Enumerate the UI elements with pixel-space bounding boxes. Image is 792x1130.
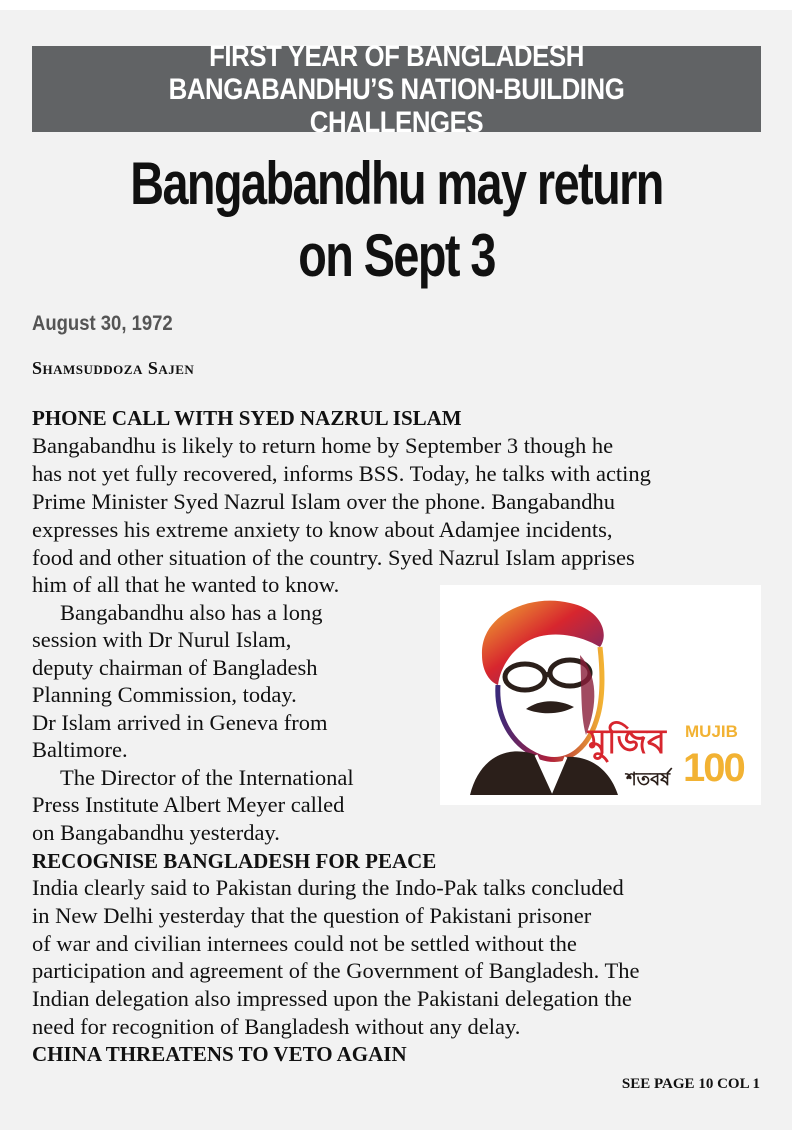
subheading-china: CHINA THREATENS TO VETO AGAIN [32, 1042, 407, 1066]
section-banner [32, 39, 761, 139]
dateline: August 30, 1972 [32, 312, 173, 335]
body-line: Planning Commission, today. [32, 682, 297, 707]
byline: Shamsuddoza Sajen [32, 358, 195, 378]
portrait-illustration [440, 585, 761, 805]
banner-line-2: BANGABANDHU’S NATION-BUILDING CHALLENGES [168, 72, 625, 139]
headline-line-2: on Sept 3 [298, 222, 495, 289]
body-line: Dr Islam arrived in Geneva from [32, 710, 328, 735]
body-line: Bangabandhu also has a long [60, 600, 323, 625]
body-line: Indian delegation also impressed upon the Pakistani delegation the [32, 986, 632, 1011]
body-line: Baltimore. [32, 737, 128, 762]
see-page-reference: SEE PAGE 10 COL 1 [621, 1076, 760, 1092]
logo-mujib-text: MUJIB [685, 722, 738, 741]
body-line: of war and civilian internees could not be settled without the [32, 931, 577, 956]
body-line: session with Dr Nurul Islam, [32, 627, 292, 652]
body-line: on Bangabandhu yesterday. [32, 820, 280, 845]
body-line: Press Institute Albert Meyer called [32, 792, 345, 817]
body-line: has not yet fully recovered, informs BSS. Today, he talks with acting [32, 461, 651, 486]
logo-100-text: 100 [683, 746, 744, 790]
body-line: The Director of the International [60, 765, 354, 790]
body-line: in New Delhi yesterday that the question of Pakistani prisoner [32, 903, 592, 928]
body-line: need for recognition of Bangladesh without any delay. [32, 1014, 521, 1039]
mujib-100-logo [440, 585, 761, 805]
body-line: participation and agreement of the Government of Bangladesh. The [32, 958, 640, 983]
body-line: food and other situation of the country. Syed Nazrul Islam apprises [32, 545, 635, 570]
headline-line-1: Bangabandhu may return [130, 150, 663, 217]
body-line: Bangabandhu is likely to return home by September 3 though he [32, 433, 614, 458]
banner-line-1: FIRST YEAR OF BANGLADESH [209, 39, 584, 73]
logo-bengali-top: মুজিব [588, 722, 666, 762]
subheading-phone-call: PHONE CALL WITH SYED NAZRUL ISLAM [32, 406, 462, 430]
body-line: Prime Minister Syed Nazrul Islam over the phone. Bangabandhu [32, 489, 615, 514]
body-line: deputy chairman of Bangladesh [32, 655, 318, 680]
body-line: expresses his extreme anxiety to know about Adamjee incidents, [32, 517, 613, 542]
subheading-recognise: RECOGNISE BANGLADESH FOR PEACE [32, 849, 437, 873]
body-line: him of all that he wanted to know. [32, 572, 340, 597]
logo-bengali-bottom: শতবর্ষ [626, 769, 671, 790]
body-line: India clearly said to Pakistan during the Indo-Pak talks concluded [32, 875, 624, 900]
headline [32, 148, 761, 292]
